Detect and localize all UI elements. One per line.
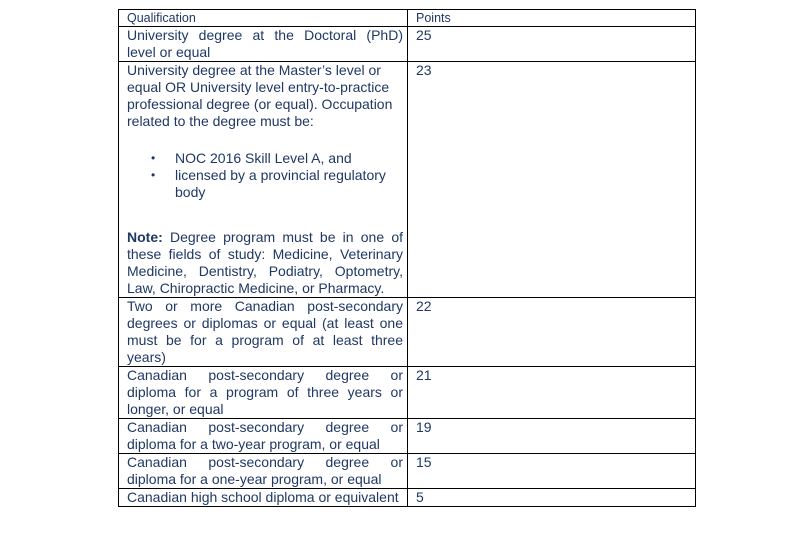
note-label: Note: — [127, 229, 163, 245]
qualification-points-table — [118, 9, 696, 507]
qualification-cell: University degree at the Doctoral (PhD) level or equal — [119, 27, 408, 62]
points-cell: 22 — [408, 298, 696, 367]
points-cell: 23 — [408, 62, 696, 298]
table-row — [119, 454, 696, 489]
points-cell: 21 — [408, 367, 696, 419]
table-header-row — [119, 10, 696, 27]
note-text: Degree program must be in one of these fields of study: Medicine, Veterinary Medicine, Dentistry, Podiatry, Optometry, Law, Chiropractic Medicine, or Pharmacy. — [127, 229, 403, 296]
header-qualification: Qualification — [119, 10, 408, 27]
table-row — [119, 27, 696, 62]
table-row — [119, 367, 696, 419]
list-item: • licensed by a provincial regulatory body — [175, 167, 403, 201]
table-row — [119, 419, 696, 454]
points-cell: 25 — [408, 27, 696, 62]
qualification-cell: Canadian post-secondary degree or diploma for a one-year program, or equal — [119, 454, 408, 489]
qualification-cell: Canadian high school diploma or equivalent — [119, 489, 408, 507]
header-points: Points — [408, 10, 696, 27]
table-row — [119, 62, 696, 298]
qualification-cell: Canadian post-secondary degree or diploma for a program of three years or longer, or equal — [119, 367, 408, 419]
list-item: • NOC 2016 Skill Level A, and — [175, 150, 403, 167]
requirement-list — [127, 150, 403, 201]
points-cell: 19 — [408, 419, 696, 454]
qualification-text: University degree at the Master’s level or equal OR University level entry-to-practice professional degree (or equal). Occupation related to the degree must be: — [127, 62, 393, 129]
points-cell: 5 — [408, 489, 696, 507]
table-row — [119, 298, 696, 367]
note-paragraph — [127, 229, 403, 297]
qualification-cell — [119, 62, 408, 298]
qualification-cell: Canadian post-secondary degree or diploma for a two-year program, or equal — [119, 419, 408, 454]
qualification-cell: Two or more Canadian post-secondary degrees or diplomas or equal (at least one must be for a program of at least three years) — [119, 298, 408, 367]
table-row — [119, 489, 696, 507]
points-cell: 15 — [408, 454, 696, 489]
